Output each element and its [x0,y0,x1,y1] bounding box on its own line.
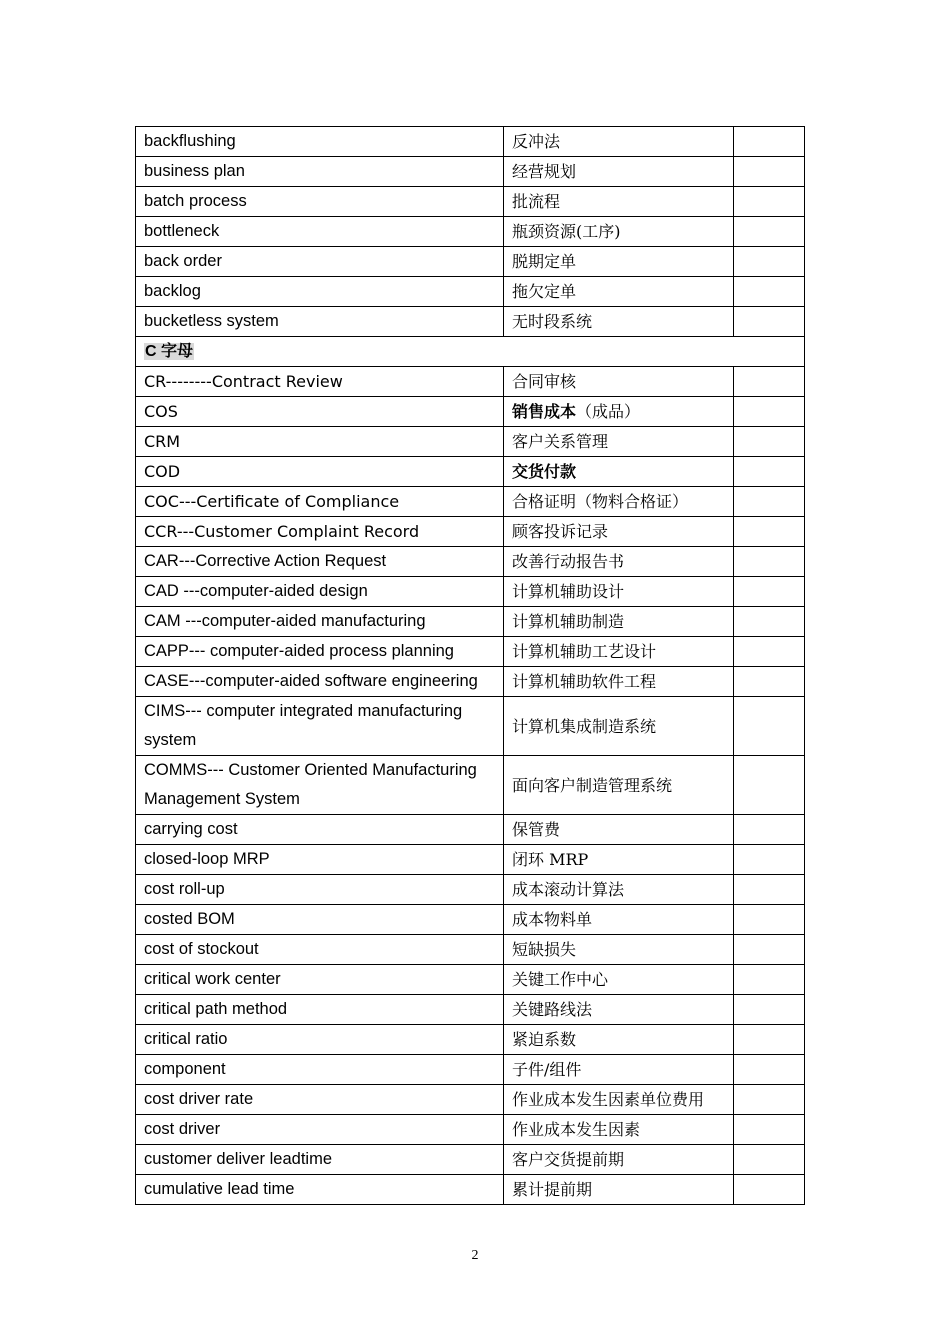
blank-cell [734,607,805,637]
term-cell: COMMS--- Customer Oriented Manufacturing Management System [136,756,504,815]
blank-cell [734,517,805,547]
table-row [136,1115,805,1145]
translation-cell: 计算机辅助软件工程 [504,667,734,697]
blank-cell [734,367,805,397]
term-cell: COC---Certificate of Compliance [136,487,504,517]
table-row [136,457,805,487]
translation-cell: 闭环 MRP [504,845,734,875]
table-row [136,667,805,697]
section-label: C 字母 [145,343,194,360]
term-cell: business plan [136,157,504,187]
blank-cell [734,756,805,815]
translation-cell: 保管费 [504,815,734,845]
term-cell: backlog [136,277,504,307]
translation-cell: 经营规划 [504,157,734,187]
table-row [136,875,805,905]
term-cell: CAPP--- computer-aided process planning [136,637,504,667]
translation-cell: 成本滚动计算法 [504,875,734,905]
translation-cell: 计算机辅助制造 [504,607,734,637]
table-row [136,1025,805,1055]
blank-cell [734,845,805,875]
translation-cell: 客户关系管理 [504,427,734,457]
translation-cell: 客户交货提前期 [504,1145,734,1175]
section-header [136,337,805,367]
table-row [136,845,805,875]
blank-cell [734,397,805,427]
term-cell: bucketless system [136,307,504,337]
blank-cell [734,1055,805,1085]
table-row [136,217,805,247]
table-row [136,307,805,337]
term-cell: critical work center [136,965,504,995]
table-row [136,697,805,756]
translation-cell [504,397,734,427]
blank-cell [734,965,805,995]
term-cell: batch process [136,187,504,217]
blank-cell [734,667,805,697]
blank-cell [734,187,805,217]
blank-cell [734,457,805,487]
table-row [136,577,805,607]
translation-cell: 无时段系统 [504,307,734,337]
term-cell: CAD ---computer-aided design [136,577,504,607]
table-row [136,367,805,397]
table-row [136,487,805,517]
term-cell: cumulative lead time [136,1175,504,1205]
term-cell: back order [136,247,504,277]
translation-cell: 紧迫系数 [504,1025,734,1055]
table-row [136,427,805,457]
table-row [136,277,805,307]
translation-cell: 顾客投诉记录 [504,517,734,547]
term-cell: component [136,1055,504,1085]
term-cell: CCR---Customer Complaint Record [136,517,504,547]
table-row [136,1175,805,1205]
blank-cell [734,277,805,307]
table-row [136,1085,805,1115]
term-cell: cost driver rate [136,1085,504,1115]
translation-cell: 瓶颈资源(工序) [504,217,734,247]
translation-cell: 短缺损失 [504,935,734,965]
translation-main: 销售成本 [512,402,577,421]
section-header-row [136,337,805,367]
table-row [136,756,805,815]
blank-cell [734,905,805,935]
blank-cell [734,157,805,187]
blank-cell [734,427,805,457]
table-row [136,1055,805,1085]
translation-cell: 脱期定单 [504,247,734,277]
blank-cell [734,697,805,756]
translation-suffix: （成品） [576,402,641,421]
blank-cell [734,127,805,157]
blank-cell [734,1025,805,1055]
translation-cell: 拖欠定单 [504,277,734,307]
translation-cell: 交货付款 [504,457,734,487]
blank-cell [734,815,805,845]
table-row [136,187,805,217]
blank-cell [734,1145,805,1175]
table-row [136,517,805,547]
blank-cell [734,1175,805,1205]
term-cell: cost of stockout [136,935,504,965]
table-row [136,247,805,277]
table-row [136,397,805,427]
term-cell: COD [136,457,504,487]
table-row [136,637,805,667]
translation-cell: 成本物料单 [504,905,734,935]
table-row [136,815,805,845]
page-number: 2 [471,1248,479,1263]
blank-cell [734,307,805,337]
table-row [136,935,805,965]
translation-cell: 批流程 [504,187,734,217]
term-cell: CIMS--- computer integrated manufacturing system [136,697,504,756]
table-row [136,965,805,995]
table-row [136,995,805,1025]
term-cell: cost roll-up [136,875,504,905]
translation-cell: 计算机辅助设计 [504,577,734,607]
glossary-table [135,126,805,1205]
term-cell: customer deliver leadtime [136,1145,504,1175]
blank-cell [734,1085,805,1115]
table-row [136,127,805,157]
term-cell: closed-loop MRP [136,845,504,875]
term-cell: cost driver [136,1115,504,1145]
translation-cell: 计算机集成制造系统 [504,697,734,756]
term-cell: COS [136,397,504,427]
blank-cell [734,995,805,1025]
term-cell: critical path method [136,995,504,1025]
table-row [136,1145,805,1175]
term-cell: CR--------Contract Review [136,367,504,397]
translation-cell: 合格证明（物料合格证） [504,487,734,517]
blank-cell [734,935,805,965]
translation-cell: 关键工作中心 [504,965,734,995]
translation-cell: 关键路线法 [504,995,734,1025]
blank-cell [734,217,805,247]
blank-cell [734,875,805,905]
term-cell: bottleneck [136,217,504,247]
translation-cell: 计算机辅助工艺设计 [504,637,734,667]
translation-cell: 作业成本发生因素单位费用 [504,1085,734,1115]
blank-cell [734,637,805,667]
translation-cell: 累计提前期 [504,1175,734,1205]
blank-cell [734,487,805,517]
translation-cell: 面向客户制造管理系统 [504,756,734,815]
blank-cell [734,547,805,577]
term-cell: backflushing [136,127,504,157]
table-row [136,607,805,637]
translation-cell: 子件/组件 [504,1055,734,1085]
table-row [136,547,805,577]
term-cell: CASE---computer-aided software engineering [136,667,504,697]
table-row [136,157,805,187]
blank-cell [734,247,805,277]
blank-cell [734,1115,805,1145]
term-cell: critical ratio [136,1025,504,1055]
term-cell: CAM ---computer-aided manufacturing [136,607,504,637]
term-cell: CAR---Corrective Action Request [136,547,504,577]
term-cell: carrying cost [136,815,504,845]
term-cell: costed BOM [136,905,504,935]
table-row [136,905,805,935]
blank-cell [734,577,805,607]
term-cell: CRM [136,427,504,457]
translation-cell: 改善行动报告书 [504,547,734,577]
translation-cell: 合同审核 [504,367,734,397]
translation-cell: 反冲法 [504,127,734,157]
translation-cell: 作业成本发生因素 [504,1115,734,1145]
